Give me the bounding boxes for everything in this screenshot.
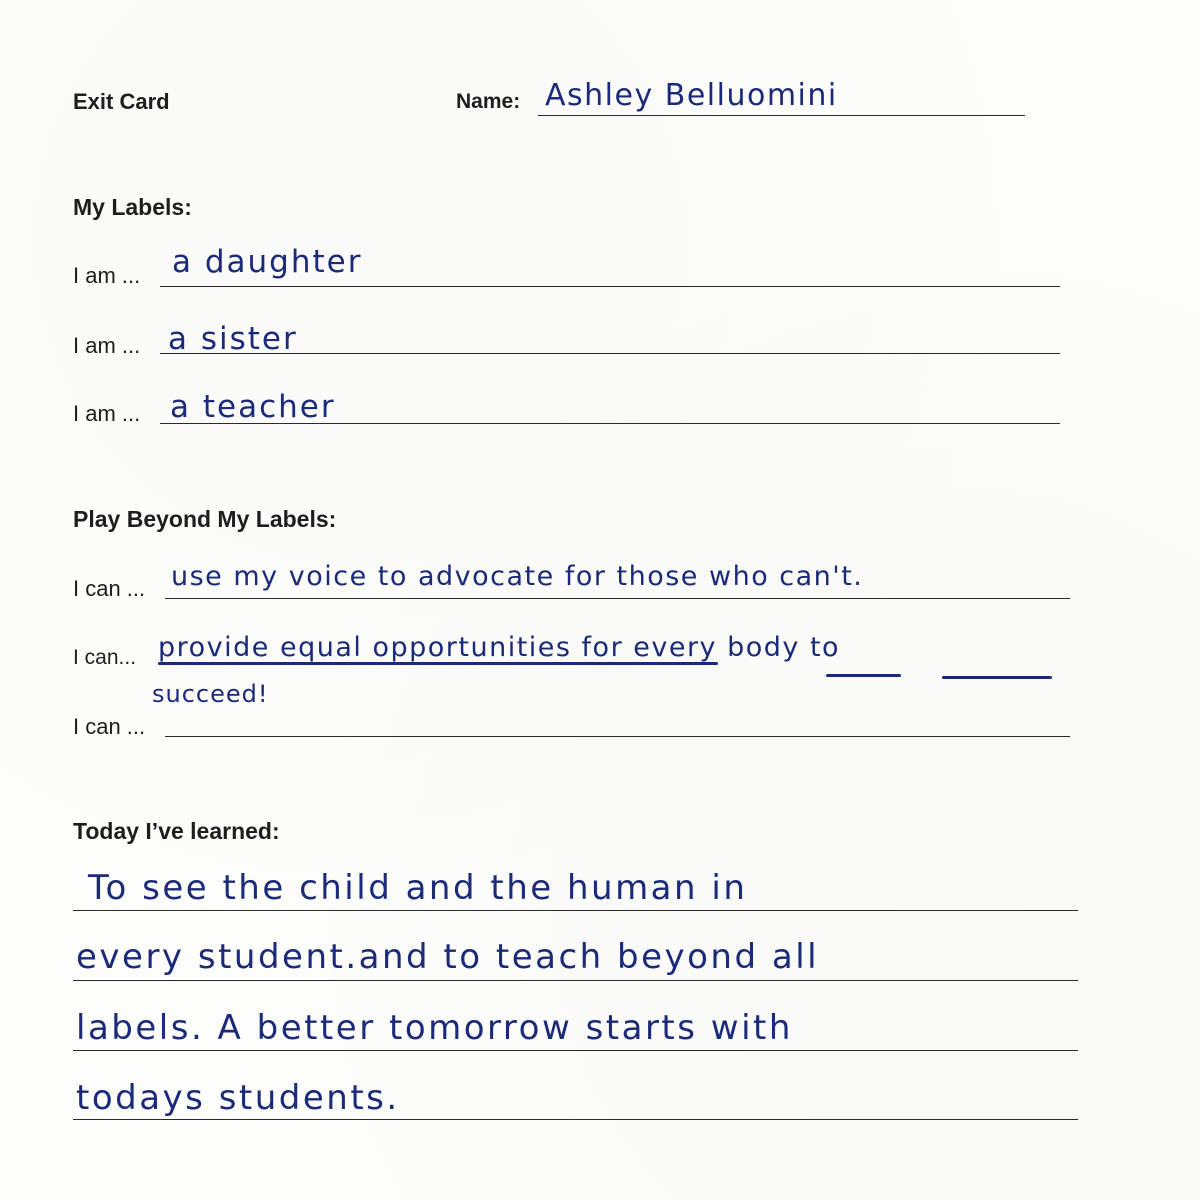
beyond-row-2-underline bbox=[158, 662, 718, 665]
learned-line-4-text: todays students. bbox=[76, 1078, 400, 1118]
labels-row-3-line bbox=[160, 423, 1060, 424]
labels-row-3-answer: a teacher bbox=[170, 389, 336, 425]
learned-line-2 bbox=[73, 980, 1078, 981]
learned-line-2-text: every student.and to teach beyond all bbox=[76, 937, 820, 977]
beyond-row-3-prefix: I can ... bbox=[73, 714, 146, 739]
labels-row-2-answer: a sister bbox=[168, 321, 298, 357]
name-line bbox=[538, 115, 1025, 116]
labels-row-1-prefix: I am ... bbox=[73, 263, 141, 288]
learned-line-3-text: labels. A better tomorrow starts with bbox=[76, 1008, 793, 1048]
labels-row-2-line bbox=[160, 353, 1060, 354]
labels-row-3-prefix: I am ... bbox=[73, 401, 141, 426]
labels-row-1-line bbox=[160, 286, 1060, 287]
body-underline bbox=[942, 676, 1052, 679]
beyond-row-1-prefix: I can ... bbox=[73, 576, 146, 601]
learned-line-4 bbox=[73, 1119, 1078, 1120]
labels-row-2-prefix: I am ... bbox=[73, 333, 141, 358]
beyond-row-3-line bbox=[165, 736, 1070, 737]
beyond-row-1-answer: use my voice to advocate for those who can't. bbox=[171, 561, 864, 592]
learned-line-1 bbox=[73, 910, 1078, 911]
beyond-row-1-line bbox=[165, 598, 1070, 599]
name-value: Ashley Belluomini bbox=[545, 78, 838, 113]
beyond-row-2-prefix: I can... bbox=[73, 646, 137, 669]
labels-row-1-answer: a daughter bbox=[172, 244, 363, 280]
beyond-row-2-answer: provide equal opportunities for every body to bbox=[158, 632, 841, 663]
every-underline bbox=[826, 674, 901, 677]
beyond-heading: Play Beyond My Labels: bbox=[73, 506, 337, 532]
labels-heading: My Labels: bbox=[73, 194, 192, 220]
learned-line-1-text: To see the child and the human in bbox=[88, 868, 748, 908]
name-label: Name: bbox=[456, 90, 521, 113]
card-title: Exit Card bbox=[73, 89, 170, 114]
learned-heading: Today I’ve learned: bbox=[73, 818, 280, 844]
learned-line-3 bbox=[73, 1050, 1078, 1051]
beyond-row-2-continuation: succeed! bbox=[152, 680, 269, 708]
